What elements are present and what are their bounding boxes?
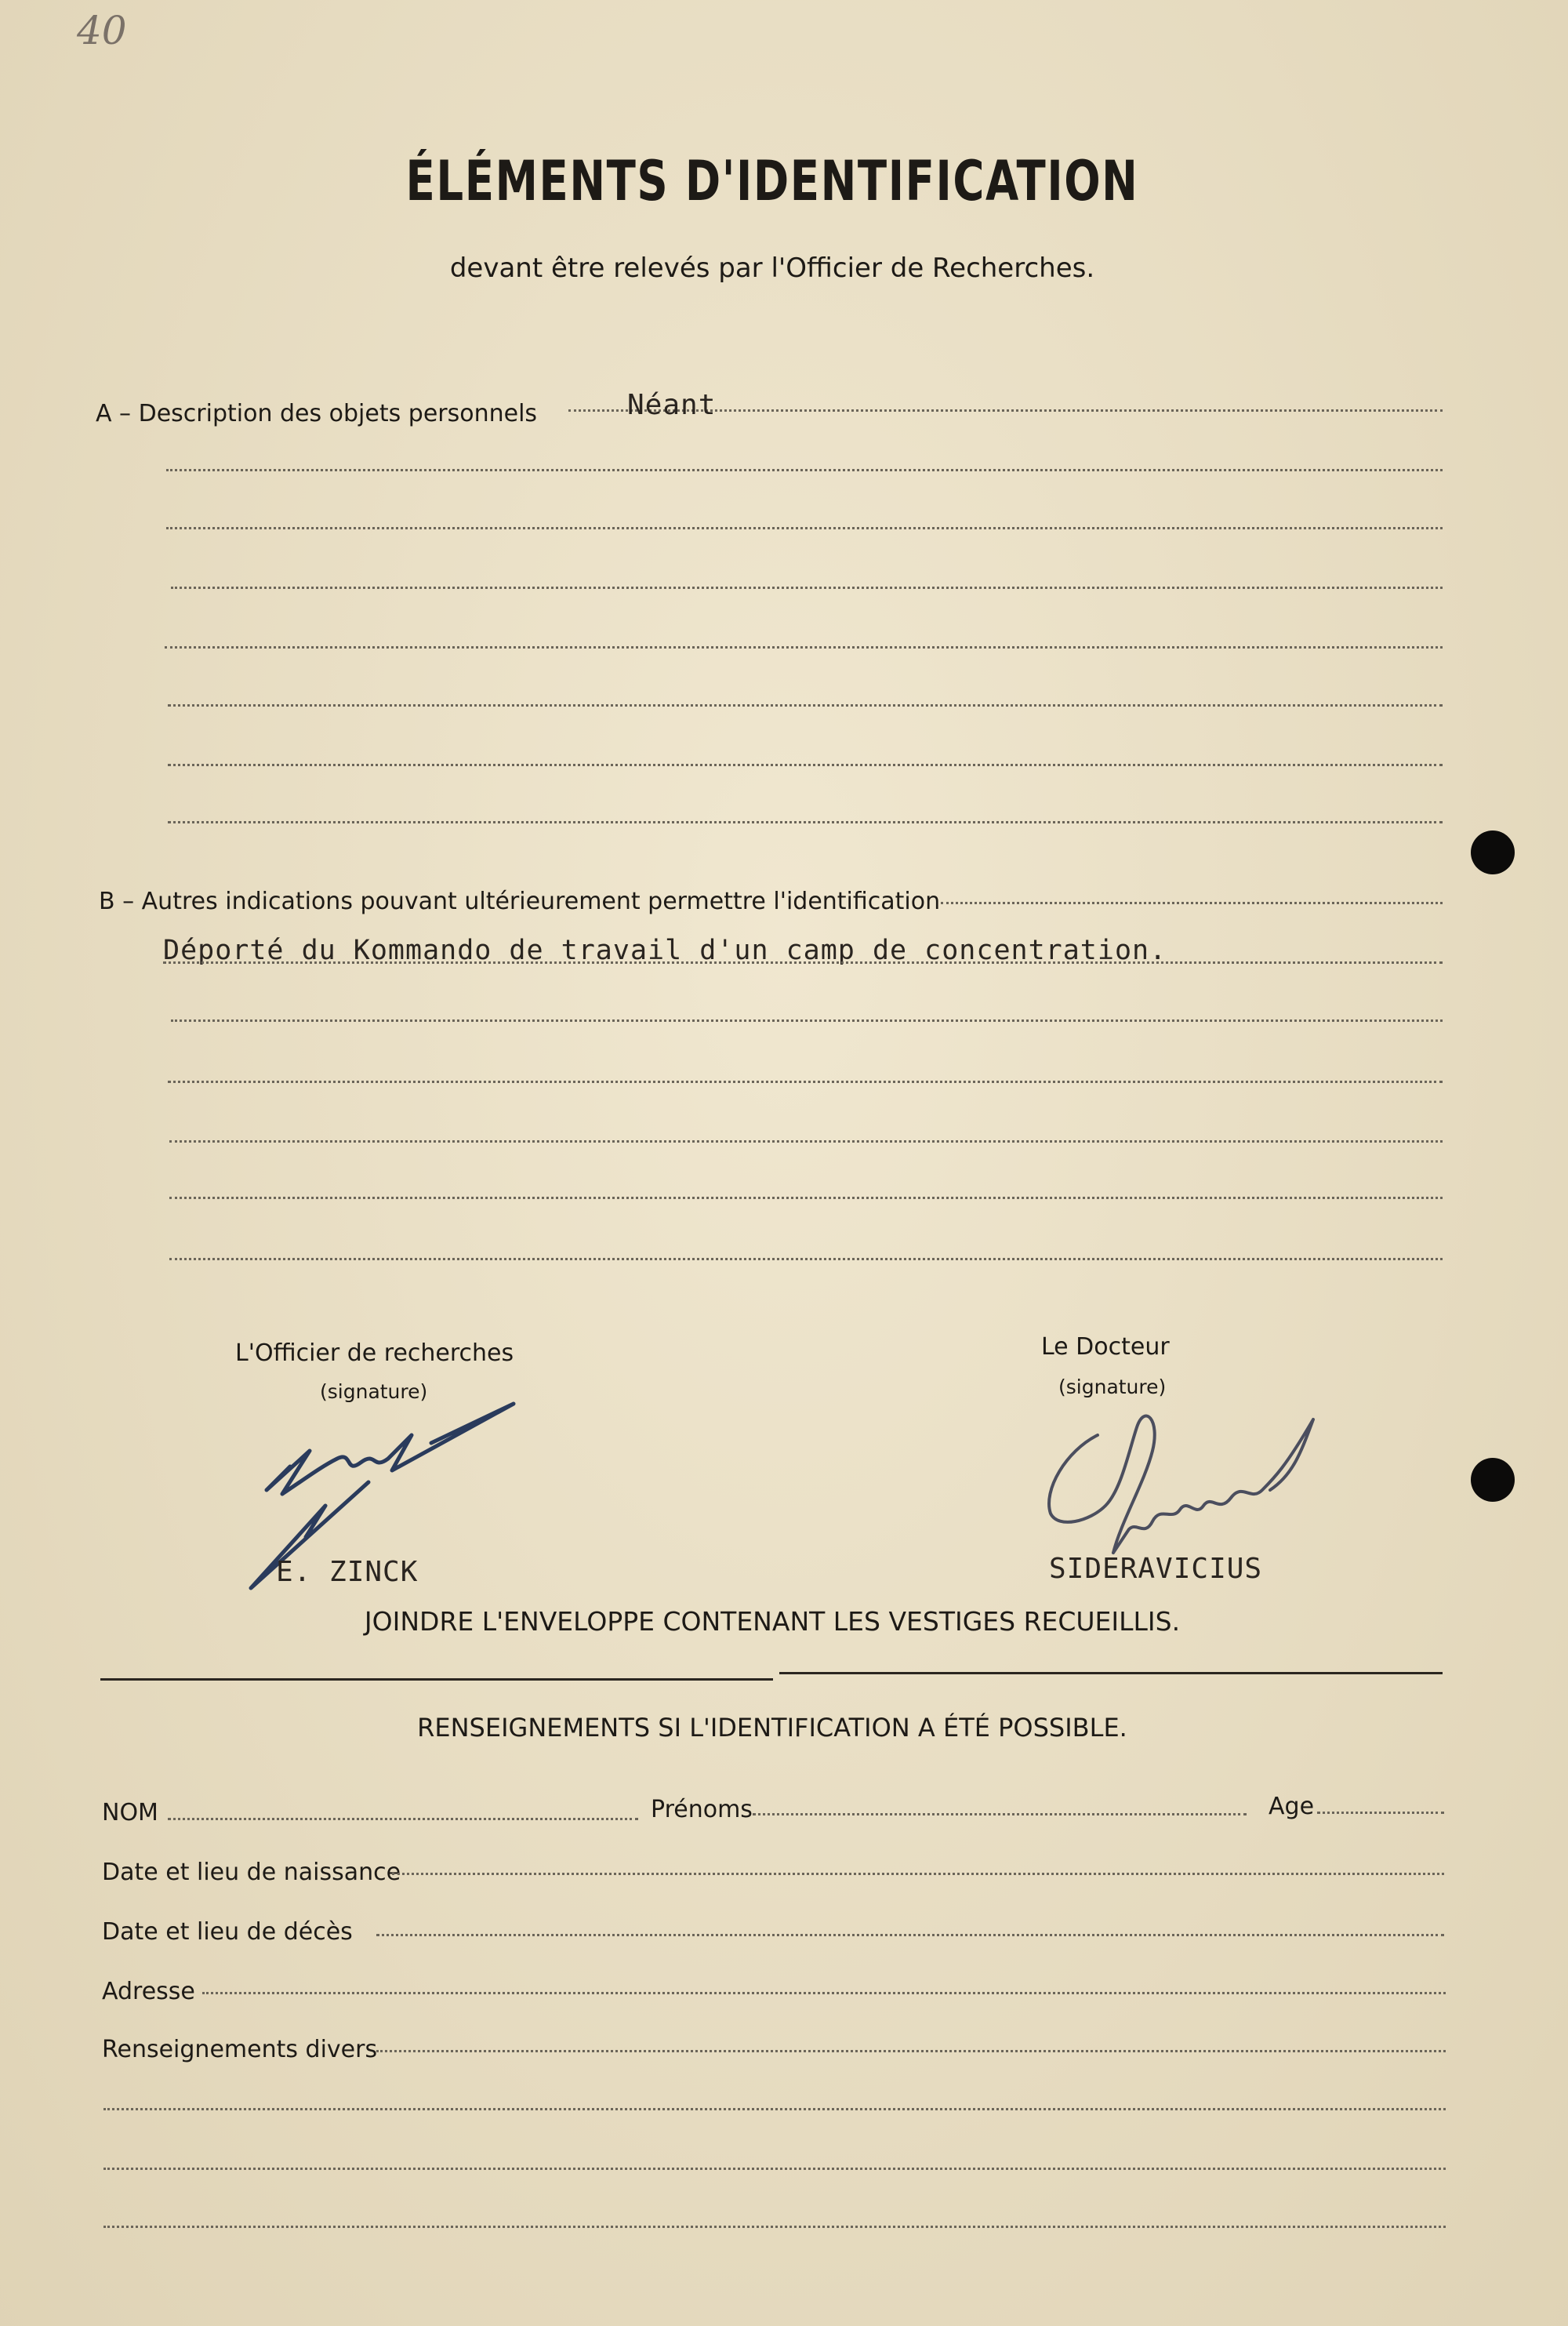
punch-hole-upper (1471, 830, 1515, 874)
section-a-line-4 (171, 587, 1443, 589)
separator-right (779, 1672, 1443, 1674)
section-a-label: A – Description des objets personnels (96, 400, 538, 427)
page-title: ÉLÉMENTS D'IDENTIFICATION (405, 149, 1139, 213)
separator-left (100, 1678, 773, 1681)
prenoms-label: Prénoms (651, 1796, 753, 1823)
divers-line-1 (376, 2050, 1446, 2052)
envelope-instruction: JOINDRE L'ENVELOPPE CONTENANT LES VESTIGES RECUEILLIS. (364, 1606, 1181, 1637)
section-a-line-6 (168, 704, 1443, 707)
punch-hole-lower (1471, 1458, 1515, 1502)
adresse-label: Adresse (102, 1978, 195, 2005)
page-number: 40 (77, 8, 127, 53)
section-b-line-5 (169, 1140, 1443, 1143)
section-b-value: Déporté du Kommando de travail d'un camp de concentration. (163, 935, 1167, 966)
section-a-line-5 (165, 646, 1443, 649)
section-b-line-6 (169, 1197, 1443, 1199)
naissance-label: Date et lieu de naissance (102, 1859, 401, 1886)
page-subtitle: devant être relevés par l'Officier de Recherches. (449, 253, 1095, 284)
officer-signature-caption: (signature) (320, 1380, 428, 1403)
section-a-value: Néant (627, 389, 717, 421)
divers-label: Renseignements divers (102, 2036, 378, 2063)
doctor-signature-caption: (signature) (1058, 1376, 1167, 1398)
deces-label: Date et lieu de décès (102, 1918, 353, 1946)
divers-line-4 (103, 2226, 1446, 2228)
nom-label: NOM (102, 1799, 158, 1826)
section-a-line-7 (168, 764, 1443, 766)
section-a-line-8 (168, 821, 1443, 823)
section-b-label: B – Autres indications pouvant ultérieurement permettre l'identification (99, 888, 941, 915)
section-b-line-2 (163, 961, 1443, 964)
age-label: Age (1269, 1793, 1315, 1820)
section-b-line-4 (168, 1081, 1443, 1083)
section-b-line-3 (171, 1019, 1443, 1022)
nom-line (168, 1818, 638, 1820)
section-a-line-3 (166, 527, 1443, 529)
officer-name: E. ZINCK (276, 1556, 419, 1588)
section-a-line-2 (166, 469, 1443, 471)
prenoms-line (753, 1813, 1247, 1815)
section-b-line-7 (169, 1258, 1443, 1260)
adresse-line (202, 1992, 1446, 1994)
info-heading: RENSEIGNEMENTS SI L'IDENTIFICATION A ÉTÉ POSSIBLE. (417, 1713, 1127, 1743)
doctor-title: Le Docteur (1041, 1333, 1170, 1361)
naissance-line (392, 1873, 1444, 1875)
age-line (1317, 1812, 1444, 1814)
divers-line-2 (103, 2108, 1446, 2110)
divers-line-3 (103, 2168, 1446, 2170)
officer-title: L'Officier de recherches (235, 1339, 514, 1367)
doctor-name: SIDERAVICIUS (1049, 1553, 1263, 1585)
doctor-signature (1035, 1404, 1333, 1576)
deces-line (376, 1934, 1444, 1936)
section-b-line-1 (941, 902, 1443, 904)
